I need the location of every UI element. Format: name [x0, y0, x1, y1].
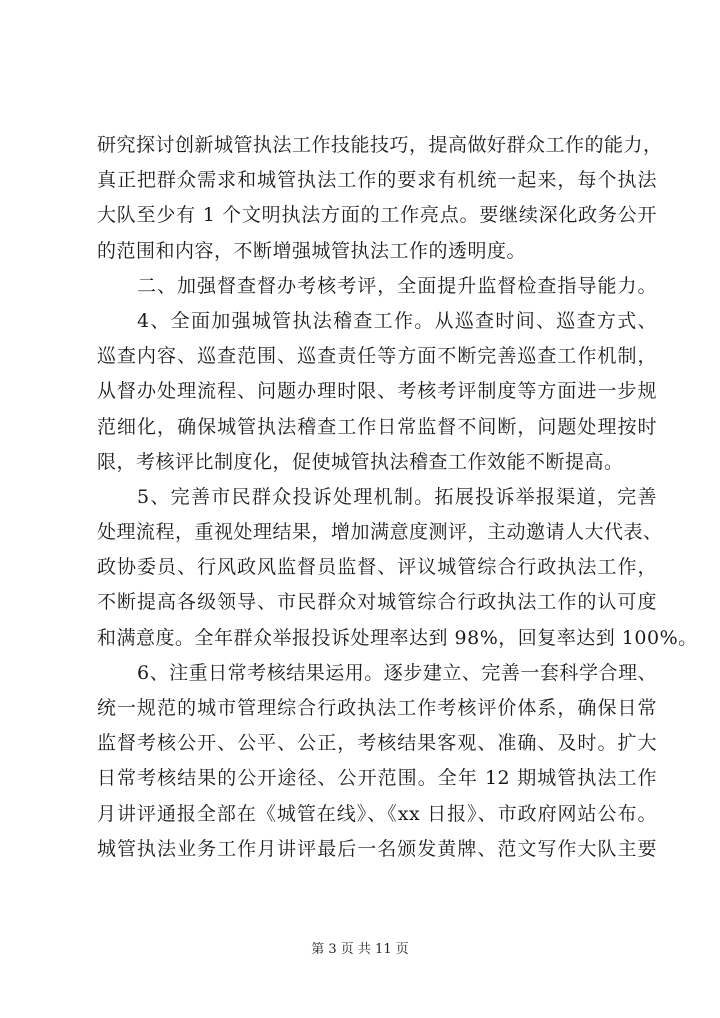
text-line: 限，考核评比制度化，促使城管执法稽查工作效能不断提高。 — [97, 450, 624, 473]
text-line: 日常考核结果的公开途径、公开范围。全年 12 期城管执法工作 — [97, 767, 657, 790]
text-line: 和满意度。全年群众举报投诉处理率达到 98%，回复率达到 100%。 — [97, 626, 698, 649]
text-line: 6、注重日常考核结果运用。逐步建立、完善一套科学合理、 — [137, 661, 657, 684]
text-line: 统一规范的城市管理综合行政执法工作考核评价体系，确保日常 — [97, 697, 657, 719]
text-line: 不断提高各级领导、市民群众对城管综合行政执法工作的认可度 — [97, 591, 657, 614]
text-line: 研究探讨创新城管执法工作技能技巧，提高做好群众工作的能力， — [97, 134, 663, 156]
text-line: 5、完善市民群众投诉处理机制。拓展投诉举报渠道，完善 — [137, 485, 657, 508]
text-line: 城管执法业务工作月讲评最后一名颁发黄牌、范文写作大队主要 — [97, 837, 657, 860]
text-line: 月讲评通报全部在《城管在线》、《xx 日报》、市政府网站公布。 — [97, 802, 657, 825]
text-line: 范细化，确保城管执法稽查工作日常监督不间断，问题处理按时 — [97, 415, 657, 438]
text-line: 真正把群众需求和城管执法工作的要求有机统一起来，每个执法 — [97, 169, 657, 192]
text-line: 巡查内容、巡查范围、巡查责任等方面不断完善巡查工作机制， — [97, 345, 657, 368]
section-heading: 二、加强督查督办考核考评，全面提升监督检查指导能力。 — [137, 274, 657, 297]
page-number-footer: 第 3 页 共 11 页 — [311, 942, 409, 957]
text-line: 监督考核公开、公平、公正，考核结果客观、准确、及时。扩大 — [97, 732, 657, 755]
body-text — [97, 128, 698, 867]
text-line: 4、全面加强城管执法稽查工作。从巡查时间、巡查方式、 — [137, 309, 657, 332]
text-line: 从督办处理流程、问题办理时限、考核考评制度等方面进一步规 — [97, 380, 657, 403]
text-line: 政协委员、行风政风监督员监督、评议城管综合行政执法工作， — [97, 556, 657, 579]
text-line: 的范围和内容，不断增强城管执法工作的透明度。 — [97, 239, 527, 262]
text-line: 处理流程，重视处理结果，增加满意度测评，主动邀请人大代表、 — [97, 521, 663, 544]
text-line: 大队至少有 1 个文明执法方面的工作亮点。要继续深化政务公开 — [97, 204, 657, 227]
